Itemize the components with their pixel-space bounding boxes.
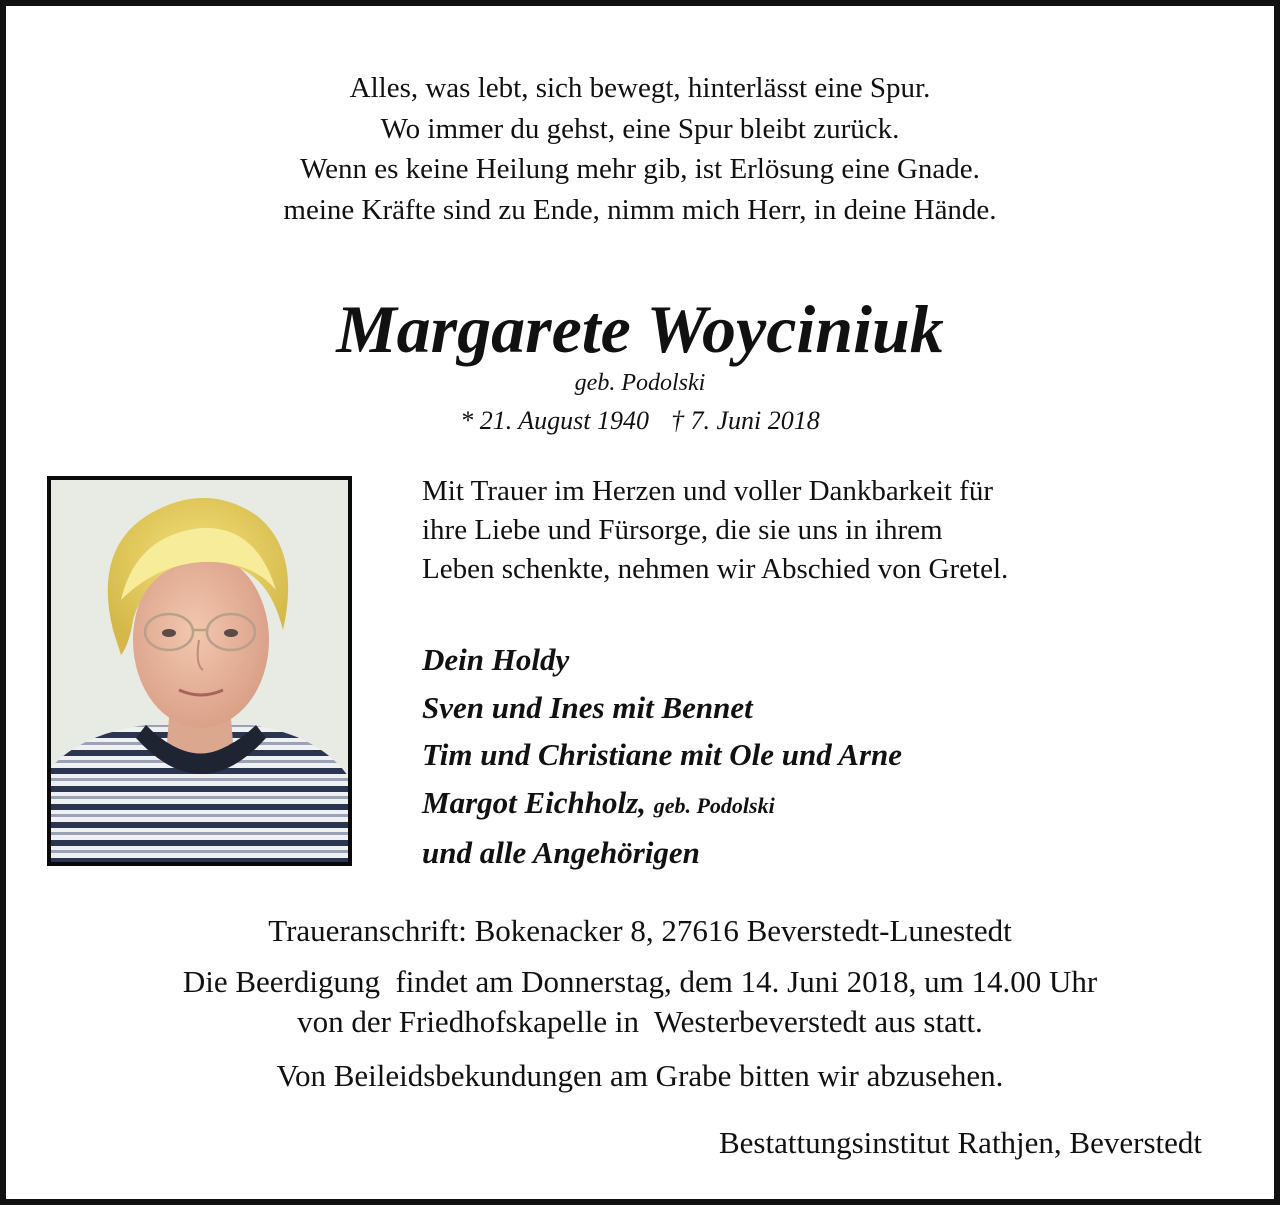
poem-line: Alles, was lebt, sich bewegt, hinterlässt eine Spur.: [349, 72, 931, 104]
portrait-illustration: [51, 480, 348, 862]
poem: [6, 68, 1274, 230]
life-dates: [6, 404, 1274, 438]
funeral-home: Bestattungsinstitut Rathjen, Beverstedt: [718, 1125, 1202, 1160]
poem-line: meine Kräfte sind zu Ende, nimm mich Herr, in deine Hände.: [283, 193, 997, 226]
mourners-list: [422, 636, 902, 877]
mourning-address: Traueranschrift: Bokenacker 8, 27616 Beverstedt-Lunestedt: [268, 913, 1012, 948]
death-date: † 7. Juni 2018: [671, 406, 820, 435]
mourner: Dein Holdy: [422, 642, 570, 677]
message-line: ihre Liebe und Fürsorge, die sie uns in ihrem: [422, 514, 943, 546]
mourner: [422, 779, 902, 830]
farewell-message: [422, 472, 1008, 589]
funeral-line: Die Beerdigung findet am Donnerstag, dem 14. Juni 2018, um 14.00 Uhr: [182, 964, 1098, 999]
message-line: Leben schenkte, nehmen wir Abschied von Gretel.: [422, 553, 1009, 585]
poem-line: Wenn es keine Heilung mehr gib, ist Erlösung eine Gnade.: [300, 153, 980, 185]
mourner: Sven und Ines mit Bennet: [422, 689, 753, 725]
mourner-name: Margot Eichholz,: [422, 784, 646, 820]
maiden-name: geb. Podolski: [574, 370, 706, 396]
poem-line: Wo immer du gehst, eine Spur bleibt zurück.: [380, 112, 900, 145]
portrait-photo: [47, 476, 352, 866]
funeral-line: von der Friedhofskapelle in Westerbeverstedt aus statt.: [297, 1004, 983, 1039]
mourner: und alle Angehörigen: [422, 835, 700, 870]
condolence-note: Von Beileidsbekundungen am Grabe bitten wir abzusehen.: [276, 1058, 1004, 1093]
mourner-maiden-name: geb. Podolski: [653, 792, 775, 818]
message-line: Mit Trauer im Herzen und voller Dankbarkeit für: [422, 475, 993, 507]
deceased-name: Margarete Woyciniuk: [336, 291, 944, 367]
funeral-info: [6, 962, 1274, 1042]
birth-date: * 21. August 1940: [460, 406, 649, 435]
mourner: Tim und Christiane mit Ole und Arne: [422, 737, 903, 772]
